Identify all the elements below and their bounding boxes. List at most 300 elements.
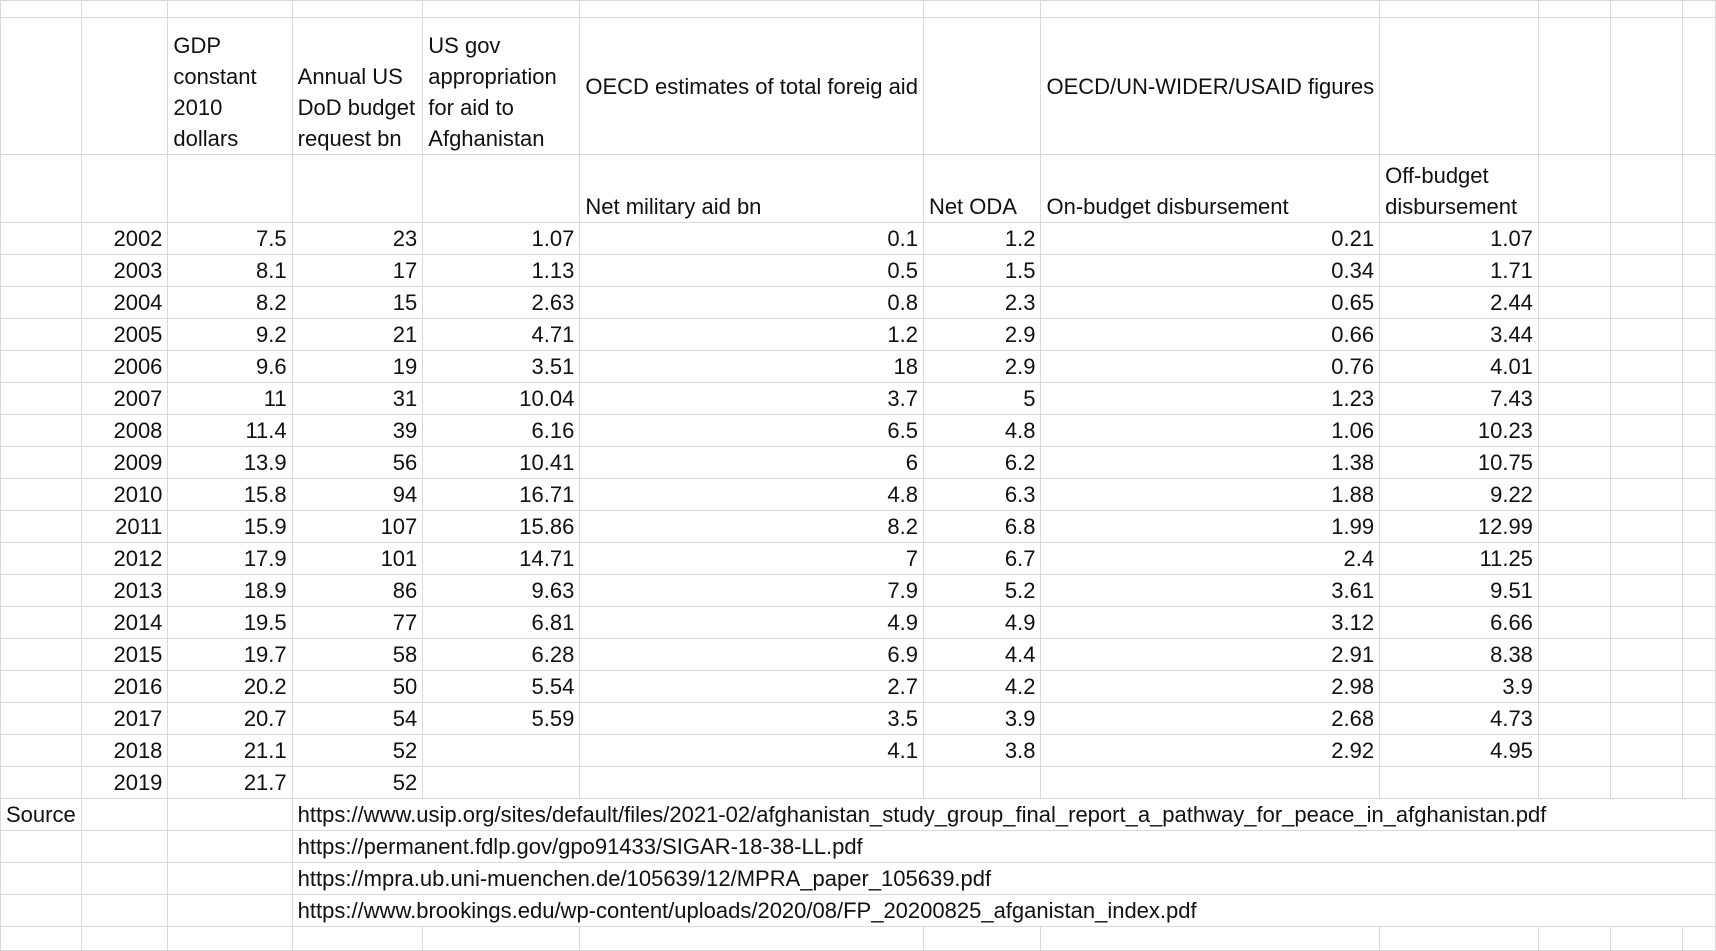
dod-cell[interactable]: 77 [292,607,423,639]
table-row [1,639,1716,671]
table-row [1,351,1716,383]
gdp-cell[interactable]: 7.5 [168,223,292,255]
cell[interactable] [1611,319,1683,351]
off-budget-cell[interactable]: 3.9 [1380,671,1539,703]
cell[interactable] [1538,927,1610,951]
source-link[interactable]: https://www.brookings.edu/wp-content/uploads/2020/08/FP_20200825_afganistan_index.pdf [292,895,1715,927]
cell[interactable] [1,927,82,951]
oda-cell[interactable]: 3.8 [923,735,1041,767]
gdp-cell[interactable]: 21.7 [168,767,292,799]
cell[interactable] [81,1,168,18]
source-link[interactable]: https://mpra.ub.uni-muenchen.de/105639/12/MPRA_paper_105639.pdf [292,863,1715,895]
oda-cell[interactable]: 5.2 [923,575,1041,607]
year-cell[interactable]: 2009 [81,447,168,479]
military-aid-cell[interactable]: 0.5 [580,255,924,287]
cell[interactable] [1611,383,1683,415]
cell[interactable] [1538,415,1610,447]
off-budget-cell[interactable]: 10.23 [1380,415,1539,447]
off-budget-cell[interactable]: 9.51 [1380,575,1539,607]
cell[interactable] [1,18,82,155]
cell[interactable] [580,1,924,18]
off-budget-cell[interactable] [1380,767,1539,799]
cell[interactable] [1682,703,1715,735]
military-aid-cell[interactable]: 6.9 [580,639,924,671]
oda-cell[interactable]: 4.4 [923,639,1041,671]
off-budget-cell[interactable]: 1.71 [1380,255,1539,287]
on-budget-cell[interactable]: 0.65 [1041,287,1380,319]
dod-cell[interactable]: 94 [292,479,423,511]
on-budget-cell[interactable]: 2.92 [1041,735,1380,767]
cell[interactable] [1682,639,1715,671]
table-row [1,671,1716,703]
table-row [1,383,1716,415]
usgov-cell[interactable] [423,767,580,799]
military-aid-cell[interactable]: 2.7 [580,671,924,703]
cell[interactable] [1538,543,1610,575]
cell[interactable] [1538,671,1610,703]
header-gdp[interactable]: GDP constant 2010 dollars [168,18,292,155]
usgov-cell[interactable]: 5.59 [423,703,580,735]
source-row [1,895,1716,927]
year-cell[interactable]: 2004 [81,287,168,319]
cell[interactable] [1682,1,1715,18]
gdp-cell[interactable]: 20.2 [168,671,292,703]
cell[interactable] [1,383,82,415]
header-on-budget[interactable]: On-budget disbursement [1041,155,1380,223]
gdp-cell[interactable]: 9.2 [168,319,292,351]
usgov-cell[interactable]: 4.71 [423,319,580,351]
usgov-cell[interactable]: 3.51 [423,351,580,383]
gdp-cell[interactable]: 20.7 [168,703,292,735]
cell[interactable] [168,927,292,951]
dod-cell[interactable]: 50 [292,671,423,703]
gdp-cell[interactable]: 8.2 [168,287,292,319]
on-budget-cell[interactable]: 3.12 [1041,607,1380,639]
cell[interactable] [1611,543,1683,575]
off-budget-cell[interactable]: 9.22 [1380,479,1539,511]
cell[interactable] [1538,1,1610,18]
gdp-cell[interactable]: 19.7 [168,639,292,671]
cell[interactable] [1,223,82,255]
on-budget-cell[interactable]: 0.34 [1041,255,1380,287]
military-aid-cell[interactable]: 7 [580,543,924,575]
usgov-cell[interactable]: 14.71 [423,543,580,575]
on-budget-cell[interactable]: 1.99 [1041,511,1380,543]
usgov-cell[interactable]: 10.04 [423,383,580,415]
on-budget-cell[interactable]: 0.76 [1041,351,1380,383]
cell[interactable] [1,447,82,479]
military-aid-cell[interactable]: 1.2 [580,319,924,351]
cell[interactable] [1611,447,1683,479]
usgov-cell[interactable]: 9.63 [423,575,580,607]
dod-cell[interactable]: 52 [292,767,423,799]
header-oecd-group[interactable]: OECD estimates of total foreig aid [580,18,924,155]
cell[interactable] [81,927,168,951]
off-budget-cell[interactable]: 3.44 [1380,319,1539,351]
year-cell[interactable]: 2013 [81,575,168,607]
cell[interactable] [1,831,82,863]
header-net-military[interactable]: Net military aid bn [580,155,924,223]
military-aid-cell[interactable]: 6.5 [580,415,924,447]
header-oecd-un-group[interactable]: OECD/UN-WIDER/USAID figures [1041,18,1380,155]
cell[interactable] [1682,735,1715,767]
cell[interactable] [1538,383,1610,415]
dod-cell[interactable]: 17 [292,255,423,287]
oda-cell[interactable]: 6.3 [923,479,1041,511]
military-aid-cell[interactable]: 4.1 [580,735,924,767]
cell[interactable] [1538,607,1610,639]
cell[interactable] [1611,607,1683,639]
cell[interactable] [1611,351,1683,383]
cell[interactable] [1682,543,1715,575]
header-dod[interactable]: Annual US DoD budget request bn [292,18,423,155]
cell[interactable] [292,1,423,18]
cell[interactable] [1682,415,1715,447]
cell[interactable] [1041,1,1380,18]
cell[interactable] [1,287,82,319]
cell[interactable] [1611,1,1683,18]
military-aid-cell[interactable]: 3.5 [580,703,924,735]
cell[interactable] [1538,479,1610,511]
year-cell[interactable]: 2007 [81,383,168,415]
cell[interactable] [1380,1,1539,18]
cell[interactable] [168,895,292,927]
oda-cell[interactable]: 6.8 [923,511,1041,543]
cell[interactable] [292,155,423,223]
cell[interactable] [1,479,82,511]
oda-cell[interactable]: 4.2 [923,671,1041,703]
header-row-2 [1,155,1716,223]
header-row-1 [1,18,1716,155]
military-aid-cell[interactable]: 8.2 [580,511,924,543]
cell[interactable] [1380,18,1539,155]
usgov-cell[interactable]: 6.16 [423,415,580,447]
grid-row-empty [1,927,1716,951]
source-link[interactable]: https://permanent.fdlp.gov/gpo91433/SIGAR-18-38-LL.pdf [292,831,1715,863]
dod-cell[interactable]: 21 [292,319,423,351]
usgov-cell[interactable]: 10.41 [423,447,580,479]
cell[interactable] [1,735,82,767]
oda-cell[interactable]: 6.2 [923,447,1041,479]
dod-cell[interactable]: 107 [292,511,423,543]
cell[interactable] [81,18,168,155]
off-budget-cell[interactable]: 7.43 [1380,383,1539,415]
cell[interactable] [1,1,82,18]
off-budget-cell[interactable]: 12.99 [1380,511,1539,543]
source-row [1,863,1716,895]
gdp-cell[interactable]: 8.1 [168,255,292,287]
cell[interactable] [1682,255,1715,287]
header-off-budget[interactable]: Off-budget disbursement [1380,155,1539,223]
table-row [1,703,1716,735]
cell[interactable] [1682,223,1715,255]
on-budget-cell[interactable]: 1.06 [1041,415,1380,447]
cell[interactable] [1538,703,1610,735]
off-budget-cell[interactable]: 6.66 [1380,607,1539,639]
cell[interactable] [923,927,1041,951]
cell[interactable] [1,671,82,703]
cell[interactable] [1611,18,1683,155]
year-cell[interactable]: 2006 [81,351,168,383]
cell[interactable] [1,255,82,287]
source-label[interactable]: Source [1,799,82,831]
oda-cell[interactable]: 5 [923,383,1041,415]
dod-cell[interactable]: 56 [292,447,423,479]
year-cell[interactable]: 2003 [81,255,168,287]
dod-cell[interactable]: 15 [292,287,423,319]
header-usgov[interactable]: US gov appropriation for aid to Afghanistan [423,18,580,155]
cell[interactable] [1,415,82,447]
cell[interactable] [1682,479,1715,511]
military-aid-cell[interactable]: 7.9 [580,575,924,607]
cell[interactable] [81,895,168,927]
dod-cell[interactable]: 101 [292,543,423,575]
cell[interactable] [1,575,82,607]
gdp-cell[interactable]: 21.1 [168,735,292,767]
cell[interactable] [1611,703,1683,735]
cell[interactable] [1682,287,1715,319]
on-budget-cell[interactable]: 1.23 [1041,383,1380,415]
table-row [1,511,1716,543]
on-budget-cell[interactable]: 1.88 [1041,479,1380,511]
cell[interactable] [1611,415,1683,447]
on-budget-cell[interactable]: 2.4 [1041,543,1380,575]
cell[interactable] [81,155,168,223]
cell[interactable] [1611,223,1683,255]
cell[interactable] [423,155,580,223]
cell[interactable] [1538,155,1610,223]
cell[interactable] [1611,255,1683,287]
cell[interactable] [1682,351,1715,383]
table-row [1,223,1716,255]
cell[interactable] [1611,639,1683,671]
dod-cell[interactable]: 19 [292,351,423,383]
cell[interactable] [1,607,82,639]
year-cell[interactable]: 2002 [81,223,168,255]
usgov-cell[interactable]: 16.71 [423,479,580,511]
gdp-cell[interactable]: 9.6 [168,351,292,383]
cell[interactable] [1682,767,1715,799]
cell[interactable] [1,351,82,383]
cell[interactable] [1041,927,1380,951]
gdp-cell[interactable]: 11.4 [168,415,292,447]
oda-cell[interactable]: 4.9 [923,607,1041,639]
off-budget-cell[interactable]: 4.73 [1380,703,1539,735]
cell[interactable] [1682,319,1715,351]
oda-cell[interactable]: 2.9 [923,319,1041,351]
cell[interactable] [1682,671,1715,703]
oda-cell[interactable]: 3.9 [923,703,1041,735]
table-row [1,735,1716,767]
usgov-cell[interactable]: 6.81 [423,607,580,639]
cell[interactable] [580,927,924,951]
cell[interactable] [1538,639,1610,671]
cell[interactable] [81,799,168,831]
cell[interactable] [168,155,292,223]
cell[interactable] [1,639,82,671]
year-cell[interactable]: 2017 [81,703,168,735]
military-aid-cell[interactable]: 0.8 [580,287,924,319]
cell[interactable] [1611,511,1683,543]
oda-cell[interactable]: 2.3 [923,287,1041,319]
cell[interactable] [1538,255,1610,287]
usgov-cell[interactable]: 6.28 [423,639,580,671]
off-budget-cell[interactable]: 2.44 [1380,287,1539,319]
dod-cell[interactable]: 54 [292,703,423,735]
cell[interactable] [1538,18,1610,155]
on-budget-cell[interactable]: 2.91 [1041,639,1380,671]
gdp-cell[interactable]: 11 [168,383,292,415]
military-aid-cell[interactable]: 3.7 [580,383,924,415]
cell[interactable] [1682,18,1715,155]
dod-cell[interactable]: 31 [292,383,423,415]
cell[interactable] [1538,319,1610,351]
cell[interactable] [1611,767,1683,799]
dod-cell[interactable]: 58 [292,639,423,671]
table-row [1,479,1716,511]
year-cell[interactable]: 2005 [81,319,168,351]
usgov-cell[interactable]: 1.13 [423,255,580,287]
on-budget-cell[interactable]: 2.98 [1041,671,1380,703]
usgov-cell[interactable]: 1.07 [423,223,580,255]
cell[interactable] [1538,351,1610,383]
cell[interactable] [81,831,168,863]
year-cell[interactable]: 2011 [81,511,168,543]
oda-cell[interactable]: 6.7 [923,543,1041,575]
cell[interactable] [1682,927,1715,951]
cell[interactable] [1,155,82,223]
cell[interactable] [292,927,423,951]
cell[interactable] [1611,479,1683,511]
on-budget-cell[interactable]: 0.21 [1041,223,1380,255]
usgov-cell[interactable] [423,735,580,767]
cell[interactable] [923,18,1041,155]
off-budget-cell[interactable]: 10.75 [1380,447,1539,479]
gdp-cell[interactable]: 15.8 [168,479,292,511]
year-cell[interactable]: 2019 [81,767,168,799]
table-row [1,543,1716,575]
cell[interactable] [1538,287,1610,319]
table-row [1,255,1716,287]
cell[interactable] [423,927,580,951]
on-budget-cell[interactable]: 1.38 [1041,447,1380,479]
year-cell[interactable]: 2014 [81,607,168,639]
military-aid-cell[interactable] [580,767,924,799]
year-cell[interactable]: 2016 [81,671,168,703]
gdp-cell[interactable]: 15.9 [168,511,292,543]
cell[interactable] [168,799,292,831]
cell[interactable] [1682,607,1715,639]
cell[interactable] [1538,511,1610,543]
cell[interactable] [168,831,292,863]
cell[interactable] [168,863,292,895]
usgov-cell[interactable]: 5.54 [423,671,580,703]
cell[interactable] [1538,575,1610,607]
on-budget-cell[interactable]: 3.61 [1041,575,1380,607]
cell[interactable] [1611,575,1683,607]
year-cell[interactable]: 2008 [81,415,168,447]
source-link[interactable]: https://www.usip.org/sites/default/files/2021-02/afghanistan_study_group_final_report_a_pathway_for_peace_in_afghanistan.pdf [292,799,1715,831]
cell[interactable] [1,895,82,927]
oda-cell[interactable]: 1.5 [923,255,1041,287]
oda-cell[interactable]: 2.9 [923,351,1041,383]
table-row [1,447,1716,479]
gdp-cell[interactable]: 18.9 [168,575,292,607]
cell[interactable] [1,767,82,799]
year-cell[interactable]: 2012 [81,543,168,575]
gdp-cell[interactable]: 19.5 [168,607,292,639]
military-aid-cell[interactable]: 6 [580,447,924,479]
dod-cell[interactable]: 23 [292,223,423,255]
cell[interactable] [1380,927,1539,951]
military-aid-cell[interactable]: 0.1 [580,223,924,255]
cell[interactable] [1682,383,1715,415]
usgov-cell[interactable]: 2.63 [423,287,580,319]
on-budget-cell[interactable]: 0.66 [1041,319,1380,351]
oda-cell[interactable]: 4.8 [923,415,1041,447]
year-cell[interactable]: 2018 [81,735,168,767]
on-budget-cell[interactable] [1041,767,1380,799]
oda-cell[interactable] [923,767,1041,799]
military-aid-cell[interactable]: 18 [580,351,924,383]
cell[interactable] [1611,671,1683,703]
table-row [1,319,1716,351]
cell[interactable] [1682,575,1715,607]
military-aid-cell[interactable]: 4.9 [580,607,924,639]
year-cell[interactable]: 2010 [81,479,168,511]
cell[interactable] [81,863,168,895]
off-budget-cell[interactable]: 8.38 [1380,639,1539,671]
cell[interactable] [1538,223,1610,255]
off-budget-cell[interactable]: 4.01 [1380,351,1539,383]
cell[interactable] [1611,927,1683,951]
off-budget-cell[interactable]: 11.25 [1380,543,1539,575]
cell[interactable] [1538,767,1610,799]
year-cell[interactable]: 2015 [81,639,168,671]
usgov-cell[interactable]: 15.86 [423,511,580,543]
gdp-cell[interactable]: 13.9 [168,447,292,479]
dod-cell[interactable]: 86 [292,575,423,607]
cell[interactable] [1682,511,1715,543]
dod-cell[interactable]: 52 [292,735,423,767]
cell[interactable] [1,703,82,735]
cell[interactable] [1,511,82,543]
dod-cell[interactable]: 39 [292,415,423,447]
oda-cell[interactable]: 1.2 [923,223,1041,255]
table-row [1,607,1716,639]
cell[interactable] [923,1,1041,18]
cell[interactable] [1682,155,1715,223]
off-budget-cell[interactable]: 4.95 [1380,735,1539,767]
cell[interactable] [1611,287,1683,319]
cell[interactable] [1538,735,1610,767]
table-row [1,287,1716,319]
off-budget-cell[interactable]: 1.07 [1380,223,1539,255]
cell[interactable] [423,1,580,18]
cell[interactable] [168,1,292,18]
military-aid-cell[interactable]: 4.8 [580,479,924,511]
on-budget-cell[interactable]: 2.68 [1041,703,1380,735]
cell[interactable] [1611,735,1683,767]
cell[interactable] [1538,447,1610,479]
cell[interactable] [1682,447,1715,479]
cell[interactable] [1611,155,1683,223]
cell[interactable] [1,543,82,575]
cell[interactable] [1,863,82,895]
header-net-oda[interactable]: Net ODA [923,155,1041,223]
gdp-cell[interactable]: 17.9 [168,543,292,575]
cell[interactable] [1,319,82,351]
